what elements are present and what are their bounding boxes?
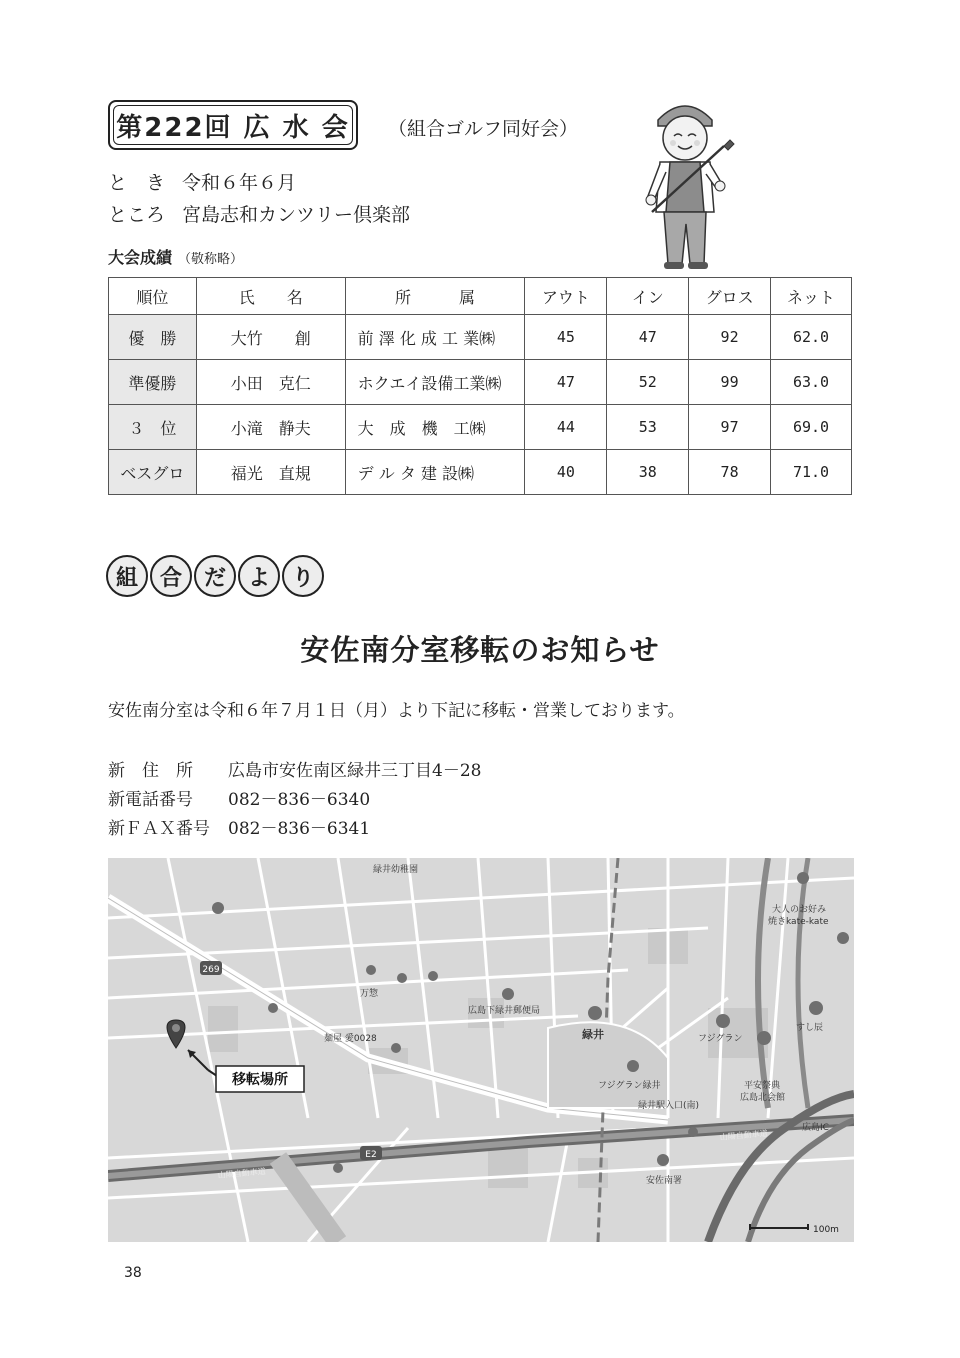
section-char: 合: [150, 555, 192, 597]
event-date-label: と き: [108, 172, 166, 194]
section-char: よ: [238, 555, 280, 597]
results-note: （敬称略）: [178, 252, 244, 267]
fax-row: [108, 814, 370, 839]
gross-cell: 99: [689, 360, 771, 405]
gross-cell: 92: [689, 315, 771, 360]
out-cell: 45: [525, 315, 607, 360]
map-label-heian: 平安祭典: [744, 1081, 781, 1091]
event-place-row: [108, 200, 410, 227]
notice-body: 安佐南分室は令和６年７月１日（月）より下記に移転・営業しております。: [108, 701, 685, 721]
map-label-post-office: 広島下緑井郵便局: [468, 1006, 541, 1016]
rank-cell: 準優勝: [109, 360, 197, 405]
name-cell: 小滝 静夫: [196, 405, 345, 450]
results-label-row: [108, 245, 243, 268]
col-net: ネット: [771, 278, 852, 315]
col-in: イン: [607, 278, 689, 315]
map-label-heian2: 広島北会館: [740, 1093, 786, 1103]
gross-cell: 78: [689, 450, 771, 495]
map-label-okonomi1: 大人のお好み: [772, 905, 827, 915]
fax-label: 新ＦＡＸ番号: [108, 819, 210, 839]
phone-value: 082－836－6340: [228, 790, 371, 810]
in-cell: 53: [607, 405, 689, 450]
event-date-row: [108, 168, 296, 195]
name-cell: 大竹 創: [196, 315, 345, 360]
map-label-kindergarten: 緑井幼稚園: [373, 865, 419, 875]
out-cell: 47: [525, 360, 607, 405]
event-place-value: 宮島志和カンツリー倶楽部: [182, 204, 411, 226]
col-name: 氏 名: [196, 278, 345, 315]
in-cell: 38: [607, 450, 689, 495]
e2-shield: E2: [365, 1150, 377, 1160]
affiliation-cell: ホクエイ設備工業㈱: [345, 360, 525, 405]
table-row: [109, 315, 852, 360]
event-title-box: [108, 100, 358, 150]
rank-cell: ベスグロ: [109, 450, 197, 495]
map-scale: 100m: [813, 1225, 839, 1235]
col-rank: 順位: [109, 278, 197, 315]
col-affiliation: 所 属: [345, 278, 525, 315]
net-cell: 62.0: [771, 315, 852, 360]
map-label-fujigrand: フジグラン: [698, 1034, 743, 1044]
map-label-okonomi2: 焼きkate-kate: [768, 917, 829, 927]
map-label-ramen: 麺屋 愛0028: [324, 1034, 377, 1044]
section-char: り: [282, 555, 324, 597]
net-cell: 69.0: [771, 405, 852, 450]
map-label-expressway-east: 山陽自動車道: [719, 1128, 768, 1142]
in-cell: 47: [607, 315, 689, 360]
notice-title: 安佐南分室移転のお知らせ: [300, 633, 660, 667]
phone-label: 新電話番号: [108, 790, 193, 810]
fax-value: 082－836－6341: [228, 819, 371, 839]
table-row: [109, 450, 852, 495]
address-row: [108, 756, 481, 781]
map-label-fujigrand-midorii: フジグラン緑井: [598, 1081, 661, 1091]
location-map: [108, 858, 854, 1242]
affiliation-cell: 大 成 機 工㈱: [345, 405, 525, 450]
net-cell: 71.0: [771, 450, 852, 495]
table-row: [109, 405, 852, 450]
map-label-midorii: 緑井: [582, 1028, 604, 1041]
event-date-value: 令和６年６月: [182, 172, 297, 194]
address-label: 新 住 所: [108, 761, 193, 781]
address-value: 広島市安佐南区緑井三丁目4－28: [228, 761, 482, 781]
col-out: アウト: [525, 278, 607, 315]
rank-cell: ３ 位: [109, 405, 197, 450]
phone-row: [108, 785, 370, 810]
event-title: 第222回 広 水 会: [113, 105, 353, 145]
relocation-label: 移転場所: [232, 1072, 288, 1088]
section-char: だ: [194, 555, 236, 597]
section-heading: [106, 555, 324, 597]
map-label-ic: 広島IC: [802, 1123, 829, 1133]
section-char: 組: [106, 555, 148, 597]
map-label-station-entrance: 緑井駅入口(南): [638, 1101, 700, 1111]
name-cell: 福光 直規: [196, 450, 345, 495]
map-label-expressway-west: 山陽自動車道: [217, 1166, 266, 1180]
col-gross: グロス: [689, 278, 771, 315]
map-label-police: 安佐南署: [646, 1176, 683, 1186]
route-shield: 269: [202, 965, 220, 975]
gross-cell: 97: [689, 405, 771, 450]
in-cell: 52: [607, 360, 689, 405]
table-row: [109, 360, 852, 405]
results-table: [108, 277, 852, 495]
page-number: 38: [124, 1265, 142, 1281]
map-label-manji: 万惣: [360, 989, 379, 999]
event-subtitle: （組合ゴルフ同好会）: [388, 118, 579, 140]
golfer-illustration: [630, 92, 740, 272]
net-cell: 63.0: [771, 360, 852, 405]
out-cell: 44: [525, 405, 607, 450]
affiliation-cell: デ ル タ 建 設㈱: [345, 450, 525, 495]
results-header-row: [109, 278, 852, 315]
name-cell: 小田 克仁: [196, 360, 345, 405]
results-label: 大会成績: [108, 248, 173, 267]
map-label-sushi: すし辰: [796, 1023, 824, 1033]
event-place-label: ところ: [108, 204, 166, 226]
affiliation-cell: 前 澤 化 成 工 業㈱: [345, 315, 525, 360]
rank-cell: 優 勝: [109, 315, 197, 360]
out-cell: 40: [525, 450, 607, 495]
